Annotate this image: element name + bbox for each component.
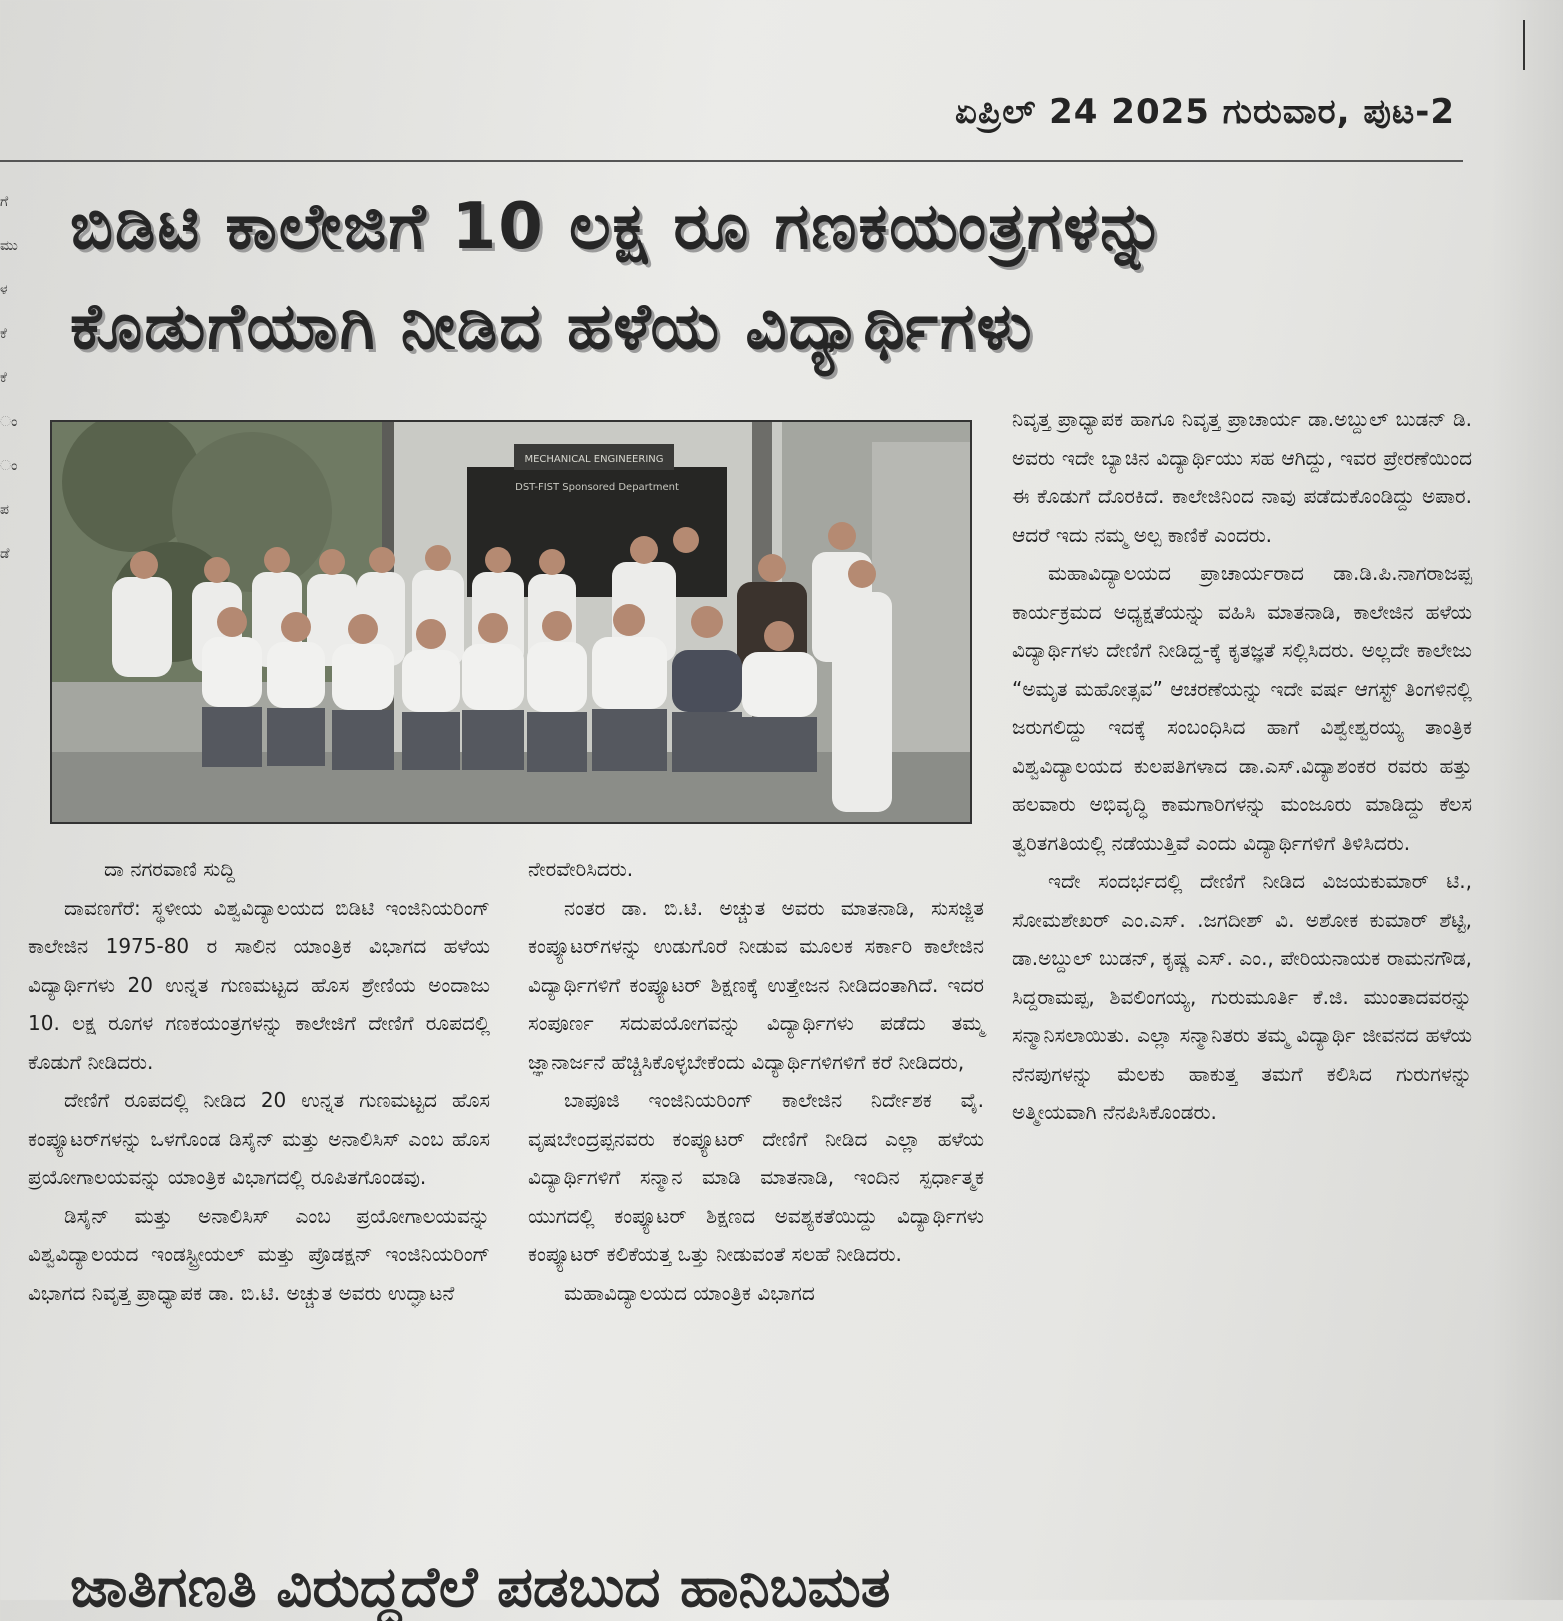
fragment-text: ಂ xyxy=(0,458,18,474)
fragment-text: ಗೆ xyxy=(0,194,9,210)
fragment-text: ಳ xyxy=(0,282,8,298)
adjacent-column-fragment xyxy=(0,180,18,900)
paragraph: ದಾವಣಗೆರೆ: ಸ್ಥಳೀಯ ವಿಶ್ವವಿದ್ಯಾಲಯದ ಬಿಡಿಟಿ ಇಂಜಿನಿಯರಿಂಗ್ ಕಾಲೇಜಿನ 1975-80 ರ ಸಾಲಿನ ಯಾಂತ್ರಿಕ ವಿಭಾಗದ ಹಳೆಯ ವಿದ್ಯಾರ್ಥಿಗಳು 20 ಉನ್ನತ ಗುಣಮಟ್ಟದ ಹೊಸ ಶ್ರೇಣಿಯ ಅಂದಾಜು 10. ಲಕ್ಷ ರೂಗಳ ಗಣಕಯಂತ್ರಗಳನ್ನು ಕಾಲೇಜಿಗೆ ದೇಣಿಗೆ ರೂಪದಲ್ಲಿ ಕೊಡುಗೆ ನೀಡಿದರು. xyxy=(28,895,490,1074)
paragraph: ನಿವೃತ್ತ ಪ್ರಾಧ್ಯಾಪಕ ಹಾಗೂ ನಿವೃತ್ತ ಪ್ರಾಚಾರ್ಯ ಡಾ.ಅಬ್ದುಲ್ ಬುಡನ್ ಡಿ. ಅವರು ಇದೇ ಬ್ಯಾಚಿನ ವಿದ್ಯಾರ್ಥಿಯು ಸಹ ಆಗಿದ್ದು, ಇವರ ಪ್ರೇರಣೆಯಿಂದ ಈ ಕೊಡುಗೆ ದೊರಕಿದೆ. ಕಾಲೇಜಿನಿಂದ ನಾವು ಪಡೆದುಕೊಂಡಿದ್ದು ಅಪಾರ. ಆದರೆ ಇದು ನಮ್ಮ ಅಲ್ಪ ಕಾಣಿಕೆ ಎಂದರು. xyxy=(1012,407,1472,547)
paragraph: ದೇಣಿಗೆ ರೂಪದಲ್ಲಿ ನೀಡಿದ 20 ಉನ್ನತ ಗುಣಮಟ್ಟದ ಹೊಸ ಕಂಪ್ಯೂಟರ್‌ಗಳನ್ನು ಒಳಗೊಂಡ ಡಿಸೈನ್ ಮತ್ತು ಅನಾಲಿಸಿಸ್ ಎಂಬ ಹೊಸ ಪ್ರಯೋಗಾಲಯವನ್ನು ಯಾಂತ್ರಿಕ ವಿಭಾಗದಲ್ಲಿ ರೂಪಿತಗೊಂಡವು. xyxy=(28,1088,490,1189)
headline-line-2: ಕೊಡುಗೆಯಾಗಿ ನೀಡಿದ ಹಳೆಯ ವಿದ್ಯಾರ್ಥಿಗಳು xyxy=(70,290,1034,364)
article-column-1 xyxy=(28,850,490,1312)
group-photo-illustration xyxy=(52,422,970,822)
paragraph: ಮಹಾವಿದ್ಯಾಲಯದ ಪ್ರಾಚಾರ್ಯರಾದ ಡಾ.ಡಿ.ಪಿ.ನಾಗರಾಜಪ್ಪ ಕಾರ್ಯಕ್ರಮದ ಅಧ್ಯಕ್ಷತೆಯನ್ನು ವಹಿಸಿ ಮಾತನಾಡಿ, ಕಾಲೇಜಿನ ಹಳೆಯ ವಿದ್ಯಾರ್ಥಿಗಳು ದೇಣಿಗೆ ನೀಡಿದ್ದ-ಕ್ಕೆ ಕೃತಜ್ಞತೆ ಸಲ್ಲಿಸಿದರು. ಅಲ್ಲದೇ ಕಾಲೇಜು “ಅಮೃತ ಮಹೋತ್ಸವ” ಆಚರಣೆಯನ್ನು ಇದೇ ವರ್ಷ ಆಗಸ್ಟ್ ತಿಂಗಳಿನಲ್ಲಿ ಜರುಗಲಿದ್ದು ಇದಕ್ಕೆ ಸಂಬಂಧಿಸಿದ ಹಾಗೆ ವಿಶ್ವೇಶ್ವರಯ್ಯ ತಾಂತ್ರಿಕ ವಿಶ್ವವಿದ್ಯಾಲಯದ ಕುಲಪತಿಗಳಾದ ಡಾ.ಎಸ್.ವಿದ್ಯಾಶಂಕರ ರವರು ಹತ್ತು ಹಲವಾರು ಅಭಿವೃದ್ಧಿ ಕಾಮಗಾರಿಗಳನ್ನು ಮಂಜೂರು ಮಾಡಿದ್ದು ಕೆಲಸ ತ್ವರಿತಗತಿಯಲ್ಲಿ ನಡೆಯುತ್ತಿವೆ ಎಂದು ವಿದ್ಯಾರ್ಥಿಗಳಿಗೆ ತಿಳಿಸಿದರು. xyxy=(1012,561,1472,855)
paragraph: ನೇರವೇರಿಸಿದರು. xyxy=(528,857,634,881)
paragraph: ಡಿಸೈನ್ ಮತ್ತು ಅನಾಲಿಸಿಸ್ ಎಂಬ ಪ್ರಯೋಗಾಲಯವನ್ನು ವಿಶ್ವವಿದ್ಯಾಲಯದ ಇಂಡಸ್ಟ್ರೀಯಲ್ ಮತ್ತು ಪ್ರೊಡಕ್ಷನ್ ಇಂಜಿನಿಯರಿಂಗ್ ವಿಭಾಗದ ನಿವೃತ್ತ ಪ್ರಾಧ್ಯಾಪಕ ಡಾ. ಬಿ.ಟಿ. ಅಚ್ಚುತ ಅವರು ಉದ್ಘಾಟನೆ xyxy=(28,1203,490,1305)
paragraph: ನಂತರ ಡಾ. ಬಿ.ಟಿ. ಅಚ್ಚುತ ಅವರು ಮಾತನಾಡಿ, ಸುಸಜ್ಜಿತ ಕಂಪ್ಯೂಟರ್‌ಗಳನ್ನು ಉಡುಗೊರೆ ನೀಡುವ ಮೂಲಕ ಸರ್ಕಾರಿ ಕಾಲೇಜಿನ ವಿದ್ಯಾರ್ಥಿಗಳಿಗೆ ಕಂಪ್ಯೂಟರ್ ಶಿಕ್ಷಣಕ್ಕೆ ಉತ್ತೇಜನ ನೀಡಿದಂತಾಗಿದೆ. ಇದರ ಸಂಪೂರ್ಣ ಸದುಪಯೋಗವನ್ನು ವಿದ್ಯಾರ್ಥಿಗಳು ಪಡೆದು ತಮ್ಮ ಜ್ಞಾನಾರ್ಜನೆ ಹೆಚ್ಚಿಸಿಕೊಳ್ಳಬೇಕೆಂದು ವಿದ್ಯಾರ್ಥಿಗಳಿಗಳಿಗೆ ಕರೆ ನೀಡಿದರು, xyxy=(528,895,984,1074)
fragment-text: ಕೆ xyxy=(0,370,7,386)
dateline: ಏಪ್ರಿಲ್ 24 2025 ಗುರುವಾರ, ಪುಟ-2 xyxy=(955,92,1455,132)
header-rule xyxy=(0,160,1463,162)
sign-dst-fist: DST-FIST Sponsored Department xyxy=(515,482,679,493)
next-article-headline: ಜಾತಿಗಣತಿ ವಿರುದ್ಧದೆಲೆ ಪಡಬುದ ಹಾನಿಬಮತ xyxy=(70,1555,891,1620)
article-column-3 xyxy=(1012,400,1472,1132)
group-photo xyxy=(50,420,972,824)
fragment-text: ಕೆ xyxy=(0,326,7,342)
fragment-text: ಪ xyxy=(0,502,9,518)
page-fold-shadow xyxy=(1491,0,1563,1600)
fragment-text: ಂ xyxy=(0,414,18,430)
article-column-2 xyxy=(528,850,984,1312)
fragment-text: ಡೆ xyxy=(0,546,10,562)
paragraph: ಬಾಪೂಜಿ ಇಂಜಿನಿಯರಿಂಗ್ ಕಾಲೇಜಿನ ನಿರ್ದೇಶಕ ವೈ. ವೃಷಬೇಂದ್ರಪ್ಪನವರು ಕಂಪ್ಯೂಟರ್ ದೇಣಿಗೆ ನೀಡಿದ ಎಲ್ಲಾ ಹಳೆಯ ವಿದ್ಯಾರ್ಥಿಗಳಿಗೆ ಸನ್ಮಾನ ಮಾಡಿ ಮಾತನಾಡಿ, ಇಂದಿನ ಸ್ಪರ್ಧಾತ್ಮಕ ಯುಗದಲ್ಲಿ ಕಂಪ್ಯೂಟರ್ ಶಿಕ್ಷಣದ ಅವಶ್ಯಕತೆಯಿದ್ದು ವಿದ್ಯಾರ್ಥಿಗಳು ಕಂಪ್ಯೂಟರ್ ಕಲಿಕೆಯತ್ತ ಒತ್ತು ನೀಡುವಂತೆ ಸಲಹೆ ನೀಡಿದರು. xyxy=(528,1088,984,1266)
sign-mechanical-engineering: MECHANICAL ENGINEERING xyxy=(524,454,664,465)
fold-mark xyxy=(1523,20,1525,70)
paragraph: ಇದೇ ಸಂದರ್ಭದಲ್ಲಿ ದೇಣಿಗೆ ನೀಡಿದ ವಿಜಯಕುಮಾರ್ ಟಿ., ಸೋಮಶೇಖರ್ ಎಂ.ಎಸ್. .ಜಗದೀಶ್ ವಿ. ಅಶೋಕ ಕುಮಾರ್ ಶೆಟ್ಟಿ, ಡಾ.ಅಬ್ದುಲ್ ಬುಡನ್, ಕೃಷ್ಣ ಎಸ್. ಎಂ., ಪೇರಿಯನಾಯಕ ರಾಮನಗೌಡ, ಸಿದ್ದರಾಮಪ್ಪ, ಶಿವಲಿಂಗಯ್ಯ, ಗುರುಮೂರ್ತಿ ಕೆ.ಜಿ. ಮುಂತಾದವರನ್ನು ಸನ್ಮಾನಿಸಲಾಯಿತು. ಎಲ್ಲಾ ಸನ್ಮಾನಿತರು ತಮ್ಮ ವಿದ್ಯಾರ್ಥಿ ಜೀವನದ ಹಳೆಯ ನೆನಪುಗಳನ್ನು ಮೆಲಕು ಹಾಕುತ್ತ ತಮಗೆ ಕಲಿಸಿದ ಗುರುಗಳನ್ನು ಅತ್ಮೀಯವಾಗಿ ನೆನಪಿಸಿಕೊಂಡರು. xyxy=(1012,869,1472,1124)
headline-line-1: ಬಿಡಿಟಿ ಕಾಲೇಜಿಗೆ 10 ಲಕ್ಷ ರೂ ಗಣಕಯಂತ್ರಗಳನ್ನು xyxy=(70,190,1167,264)
fragment-text: ಮು xyxy=(0,238,18,254)
paragraph: ಮಹಾವಿದ್ಯಾಲಯದ ಯಾಂತ್ರಿಕ ವಿಭಾಗದ xyxy=(564,1280,815,1305)
byline: ದಾ ನಗರವಾಣಿ ಸುದ್ದಿ xyxy=(104,857,235,881)
